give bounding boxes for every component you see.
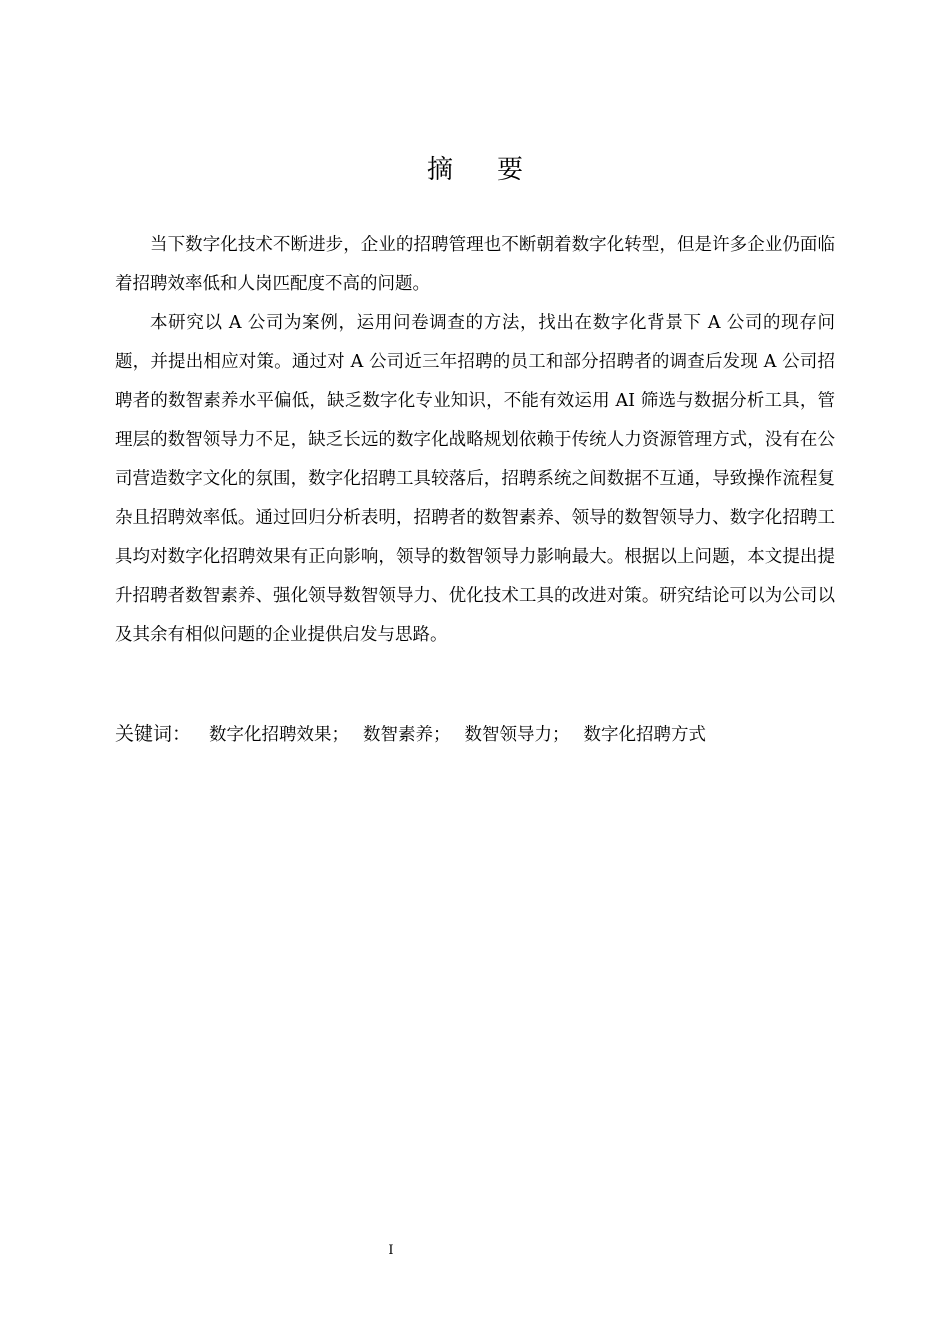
keyword-item: 数字化招聘方式 [583, 725, 707, 745]
page-number: I [388, 1243, 394, 1258]
abstract-title-char-1: 摘 [426, 155, 453, 185]
keyword-item: 数字化招聘效果； [209, 725, 350, 745]
keywords-label: 关键词： [115, 723, 192, 745]
keyword-item: 数智领导力； [464, 725, 570, 745]
keywords-line [115, 716, 835, 753]
abstract-paragraph-2: 本研究以 A 公司为案例，运用问卷调查的方法，找出在数字化背景下 A 公司的现存问题，并提出相应对策。通过对 A 公司近三年招聘的员工和部分招聘者的调查后发现 A 公司招聘者的数智素养水平偏低，缺乏数字化专业知识，不能有效运用 AI 筛选与数据分析工具，管理层的数智领导力不足，缺乏长远的数字化战略规划依赖于传统人力资源管理方式，没有在公司营造数字文化的氛围，数字化招聘工具较落后，招聘系统之间数据不互通，导致操作流程复杂且招聘效率低。通过回归分析表明，招聘者的数智素养、领导的数智领导力、数字化招聘工具均对数字化招聘效果有正向影响，领导的数智领导力影响最大。根据以上问题，本文提出提升招聘者数智素养、强化领导数智领导力、优化技术工具的改进对策。研究结论可以为公司以及其余有相似问题的企业提供启发与思路。 [115, 313, 835, 645]
abstract-body [115, 226, 835, 655]
abstract-paragraph-1: 当下数字化技术不断进步，企业的招聘管理也不断朝着数字化转型，但是许多企业仍面临着招聘效率低和人岗匹配度不高的问题。 [115, 235, 835, 294]
abstract-title [0, 150, 950, 190]
abstract-title-char-2: 要 [497, 155, 524, 185]
keyword-item: 数智素养； [363, 725, 451, 745]
